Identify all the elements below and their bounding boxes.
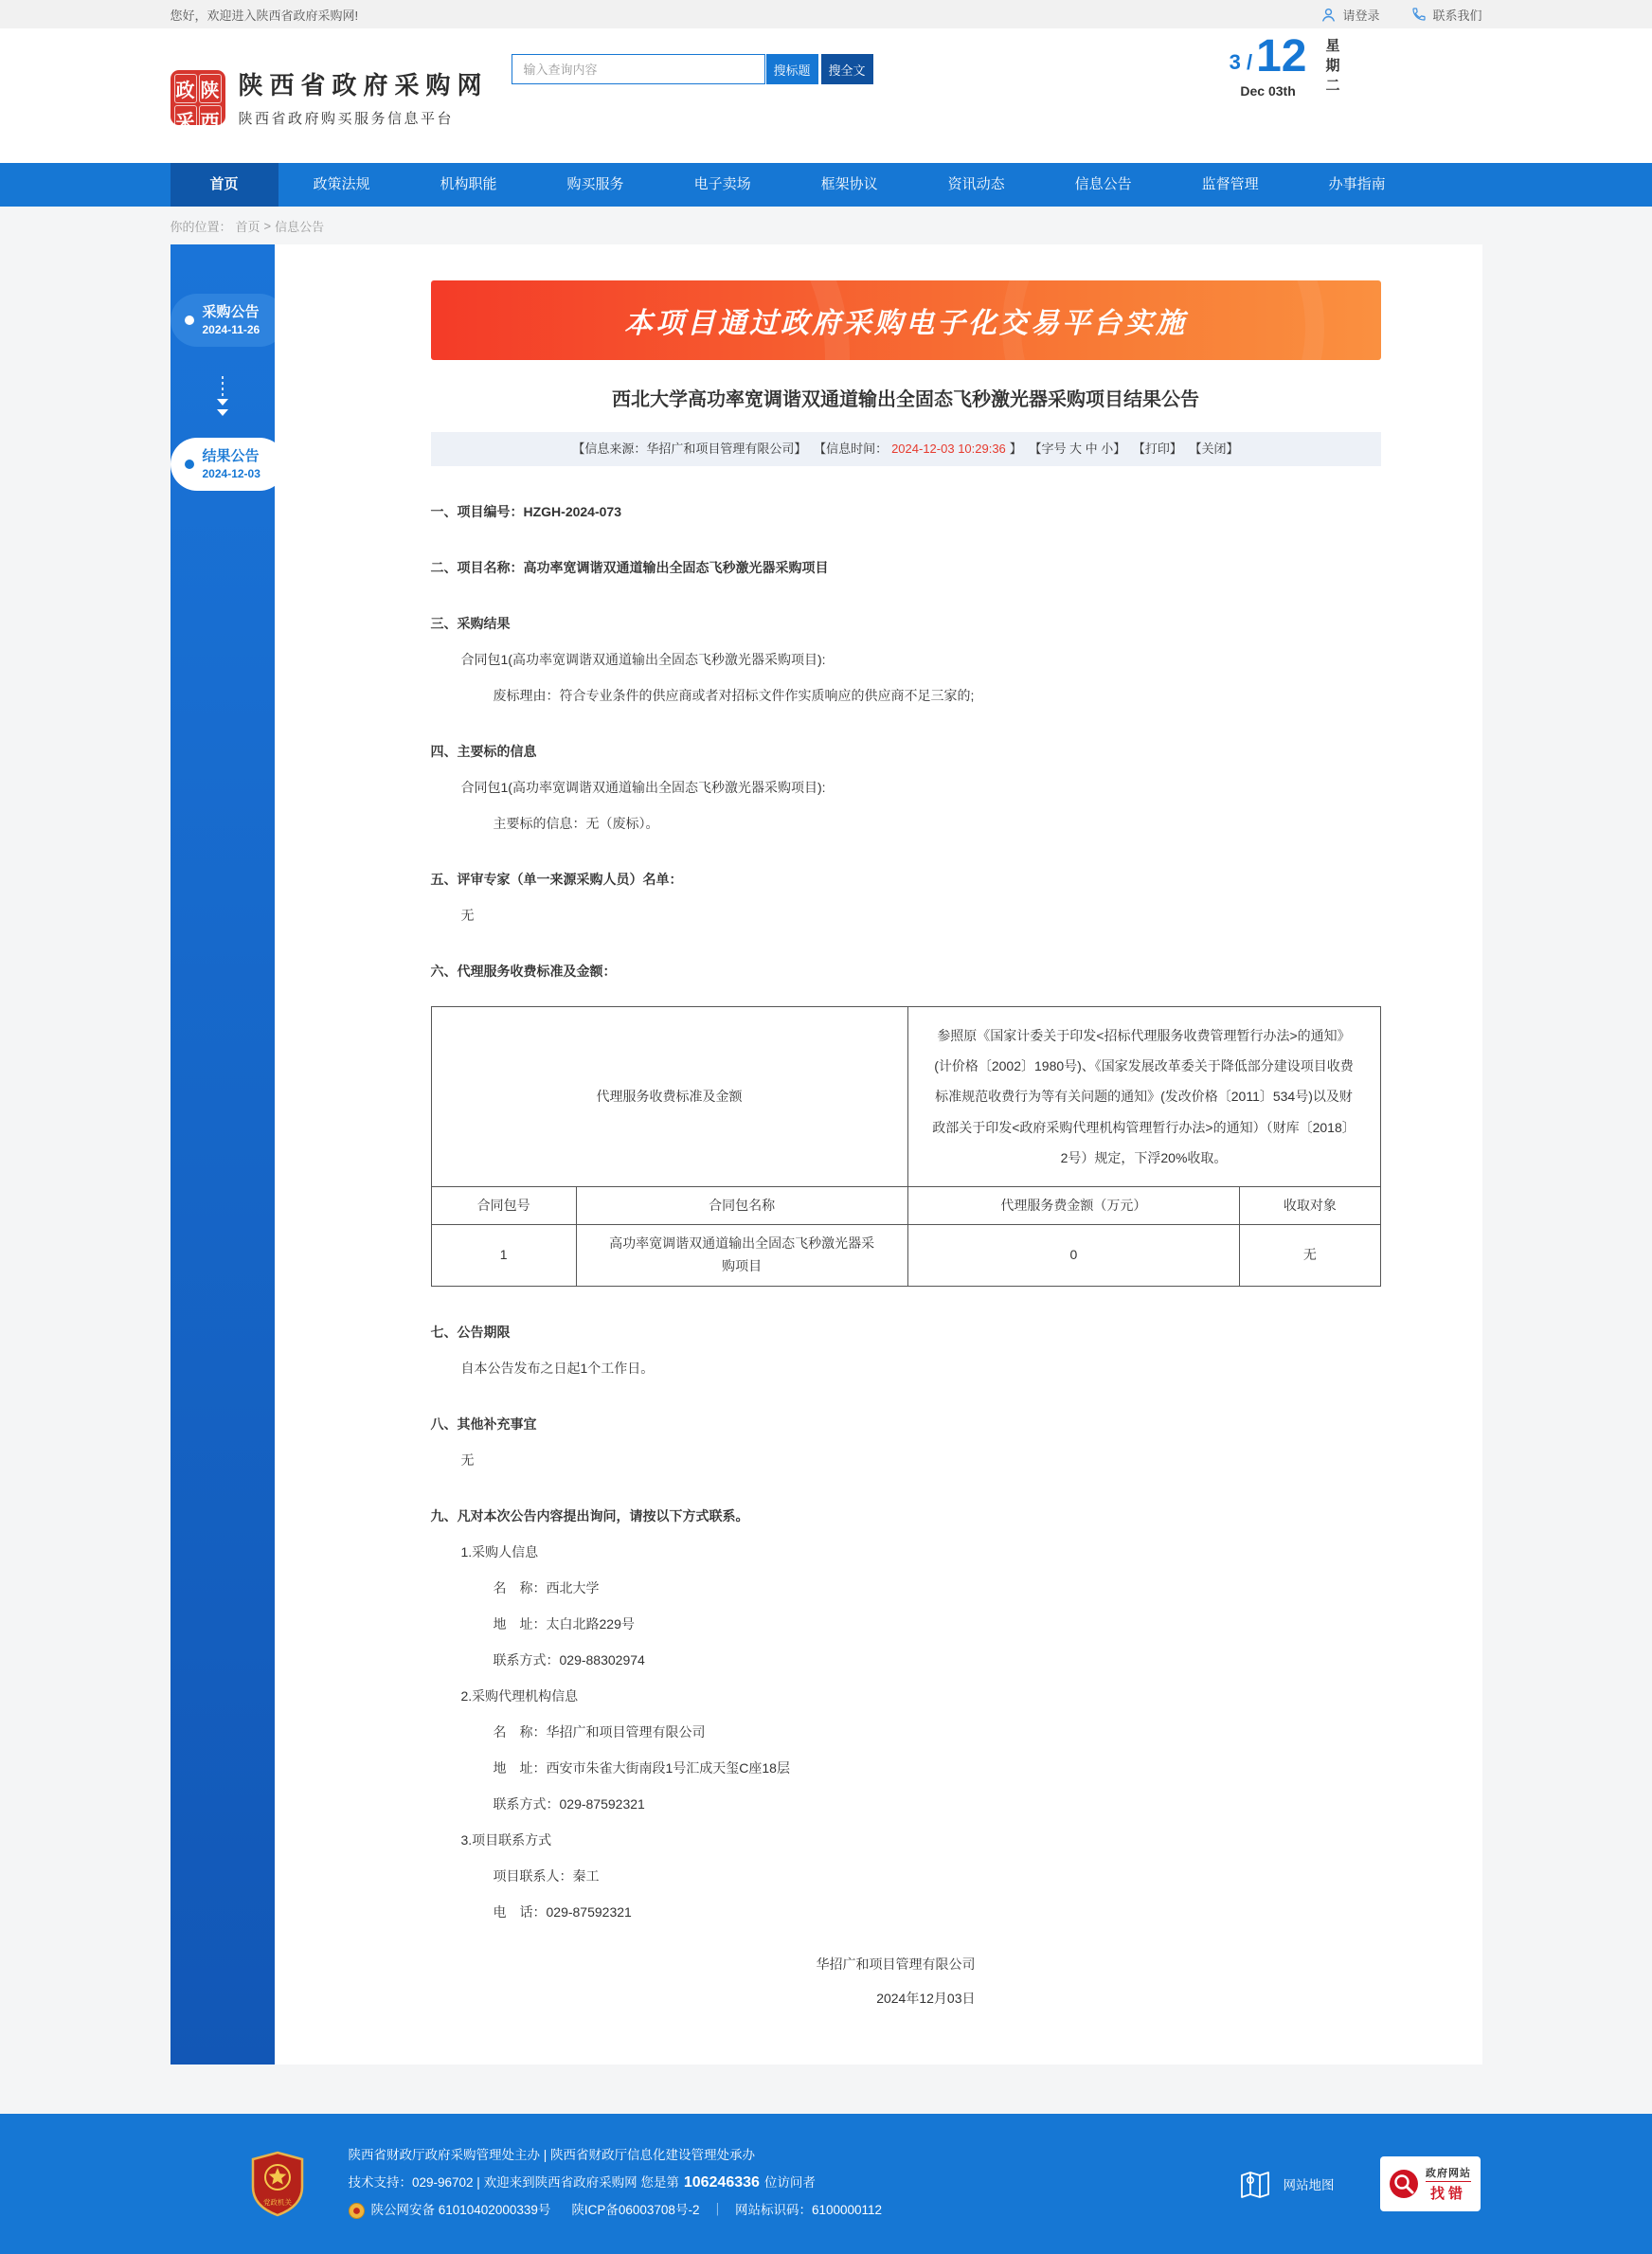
section-paragraph: 名 称：西北大学 [493,1579,600,1596]
section-paragraph: 联系方式：029-88302974 [493,1651,645,1668]
svg-text:党政机关: 党政机关 [262,2197,292,2207]
brand[interactable] [171,66,489,133]
nav-item-5[interactable]: 框架协议 [820,176,878,192]
section-paragraph: 3.项目联系方式 [460,1831,552,1848]
section-heading-3: 四、主要标的信息 [430,744,537,759]
contact-label: 联系我们 [1432,8,1482,23]
breadcrumb-current[interactable]: 信息公告 [275,219,325,234]
date-widget [1229,31,1382,99]
sidebar-item-label: 结果公告 [202,447,260,464]
logo-char: 采 [174,105,197,135]
table-cell: 0 [907,1224,1240,1286]
section-heading-2: 三、采购结果 [430,616,511,631]
badge-line-1: 政府网站 [1426,2168,1471,2182]
nav-menu [171,163,1482,207]
footer-visitor-suffix: 位访问者 [763,2175,816,2191]
sidebar [171,244,275,2065]
table-header-cell: 合同包号 [431,1186,576,1224]
breadcrumb [0,207,1652,244]
site-subtitle: 陕西省政府购买服务信息平台 [238,111,455,127]
section-paragraph: 联系方式：029-87592321 [493,1795,645,1812]
footer-line-3 [349,2202,883,2220]
search-input[interactable] [512,54,765,84]
footer-support: 技术支持：029-96702 | 欢迎来到陕西省政府采购网 您是第 [348,2175,679,2191]
phone-icon [1411,7,1427,22]
section-paragraph: 合同包1(高功率宽调谐双通道输出全固态飞秒激光器采购项目): [460,652,826,667]
nav-item-1[interactable]: 政策法规 [313,176,370,192]
government-emblem-icon [249,2151,306,2217]
sidebar-item-date: 2024-11-26 [202,323,260,337]
sidebar-list [171,294,275,491]
search-area [512,54,873,84]
section-heading-1: 二、项目名称：高功率宽调谐双通道输出全固态飞秒激光器采购项目 [430,560,829,575]
breadcrumb-label: 你的位置： [170,219,232,234]
table-cell: 无 [1240,1224,1380,1286]
meta-time: 2024-12-03 10:29:36 [891,442,1006,456]
site-id-code: 网站标识码：6100000112 [734,2202,883,2217]
logo-char: 陕 [199,74,222,103]
section-paragraph: 无 [460,908,475,923]
login-link[interactable] [1320,6,1379,24]
close-button[interactable]: 【关闭】 [1189,442,1239,456]
nav-item-3[interactable]: 购买服务 [566,176,624,192]
date-month: 3 / [1229,50,1253,74]
main-nav [0,163,1652,207]
section-paragraph: 地 址：西安市朱雀大街南段1号汇成天玺C座18层 [493,1759,790,1776]
map-icon [1238,2168,1272,2200]
banner-text: 本项目通过政府采购电子化交易平台实施 [624,308,1187,339]
badge-line-2: 找错 [1429,2186,1466,2203]
meta-source: 【信息来源：华招广和项目管理有限公司】 [572,442,807,456]
article-title: 西北大学高功率宽调谐双通道输出全固态飞秒激光器采购项目结果公告 [612,389,1199,410]
sidebar-item-date: 2024-12-03 [202,467,260,481]
footer-line-1: 陕西省财政厅政府采购管理处主办 | 陕西省财政厅信息化建设管理处承办 [348,2148,756,2163]
user-icon [1320,7,1337,23]
section-paragraph: 合同包1(高功率宽调谐双通道输出全固态飞秒激光器采购项目): [460,780,826,795]
nav-item-0[interactable]: 首页 [171,163,278,207]
bullet-dot-icon [185,460,194,469]
section-paragraph: 名 称：华招广和项目管理有限公司 [493,1723,706,1740]
contact-link[interactable] [1411,6,1481,24]
logo-char: 西 [199,105,222,135]
site-logo-icon [171,70,225,133]
beian-icp[interactable]: 陕ICP备06003708号-2 [571,2202,700,2217]
section-paragraph: 主要标的信息：无（废标）。 [493,816,659,831]
section-paragraph: 2.采购代理机构信息 [460,1687,579,1704]
platform-banner [431,280,1381,360]
sidebar-item-text [203,448,260,480]
breadcrumb-separator: > [263,218,272,233]
section-paragraph: 无 [460,1452,475,1468]
section-paragraph: 电 话：029-87592321 [493,1903,632,1920]
meta-time-prefix: 【信息时间： [814,442,889,456]
section-paragraph: 地 址：太白北路229号 [493,1615,635,1632]
print-button[interactable]: 【打印】 [1132,442,1182,456]
font-size-controls[interactable]: 【字号 大 中 小】 [1029,442,1126,456]
nav-item-4[interactable]: 电子卖场 [693,176,751,192]
section-paragraph: 自本公告发布之日起1个工作日。 [460,1360,655,1376]
error-report-logo-icon [1389,2169,1419,2199]
sidebar-item-1[interactable] [171,438,286,491]
date-day: 12 [1256,31,1307,81]
footer [0,2114,1652,2254]
footer-line-2 [349,2173,883,2193]
content [171,244,1482,2065]
arrow-down-icon [171,375,275,419]
table-header-cell: 合同包名称 [576,1186,907,1224]
fee-standard-label-cell: 代理服务收费标准及金额 [431,1007,907,1187]
section-heading-7: 八、其他补充事宜 [430,1416,537,1432]
section-heading-5: 六、代理服务收费标准及金额： [430,964,617,979]
login-label: 请登录 [1342,8,1380,23]
nav-item-2[interactable]: 机构职能 [440,176,497,192]
header [0,28,1652,163]
error-report-badge[interactable] [1380,2156,1481,2211]
police-badge-icon [349,2203,365,2219]
section-paragraph: 废标理由：符合专业条件的供应商或者对招标文件作实质响应的供应商不足三家的; [493,688,975,703]
welcome-text: 您好，欢迎进入陕西省政府采购网! [170,8,359,23]
bullet-dot-icon [185,316,194,325]
date-english: Dec 03th [1240,83,1296,99]
table-cell: 高功率宽调谐双通道输出全固态飞秒激光器采购项目 [576,1224,907,1286]
sidebar-item-text [203,304,260,336]
signoff-company: 华招广和项目管理有限公司 [816,1956,976,1972]
section-heading-6: 七、公告期限 [430,1324,511,1340]
site-title: 陕西省政府采购网 [238,71,489,99]
table-row [431,1224,1380,1286]
beian-gongan[interactable]: 陕公网安备 61010402000339号 [370,2202,551,2217]
meta-time-suffix: 】 [1009,442,1022,456]
sidebar-item-0[interactable] [171,294,286,347]
nav-item-7[interactable]: 信息公告 [1074,176,1132,192]
nav-item-9[interactable]: 办事指南 [1328,176,1386,192]
section-paragraph: 1.采购人信息 [460,1543,539,1560]
fee-table [431,1006,1381,1287]
breadcrumb-home[interactable]: 首页 [235,219,260,234]
section-paragraph: 项目联系人：秦工 [493,1867,600,1884]
article-meta-bar [431,432,1381,466]
section-heading-8: 九、凡对本次公告内容提出询问，请按以下方式联系。 [430,1507,749,1524]
section-heading-0: 一、项目编号：HZGH-2024-073 [430,504,621,519]
nav-item-8[interactable]: 监督管理 [1201,176,1259,192]
logo-char: 政 [174,74,197,103]
table-header-cell: 收取对象 [1240,1186,1380,1224]
sidebar-item-label: 采购公告 [202,303,260,320]
table-cell: 1 [431,1224,576,1286]
fee-standard-text-cell: 参照原《国家计委关于印发<招标代理服务收费管理暂行办法>的通知》(计价格〔2002〕1980号)、《国家发展改革委关于降低部分建设项目收费标准规范收费行为等有关问题的通知》(发改价格〔2011〕534号)以及财政部关于印发<政府采购代理机构管理暂行办法>的通知）（财库〔2018〕2号）规定，下浮20%收取。 [907,1007,1380,1187]
search-fulltext-button[interactable]: 搜全文 [821,54,873,84]
signoff-date: 2024年12月03日 [876,1990,976,2006]
section-heading-4: 五、评审专家（单一来源采购人员）名单： [430,872,683,887]
search-title-button[interactable]: 搜标题 [766,54,818,84]
sitemap-link[interactable] [1238,2168,1335,2200]
nav-item-6[interactable]: 资讯动态 [947,176,1005,192]
table-header-cell: 代理服务费金额（万元） [907,1186,1240,1224]
signoff [431,1955,1381,2008]
date-weekday: 星期二 [1323,38,1340,98]
topbar [0,0,1652,28]
article-panel [275,244,1482,2065]
visitor-count: 106246336 [683,2174,760,2191]
article-sections [431,502,1381,1922]
sitemap-label: 网站地图 [1283,2177,1335,2192]
beian-separator: ｜ [710,2202,724,2217]
